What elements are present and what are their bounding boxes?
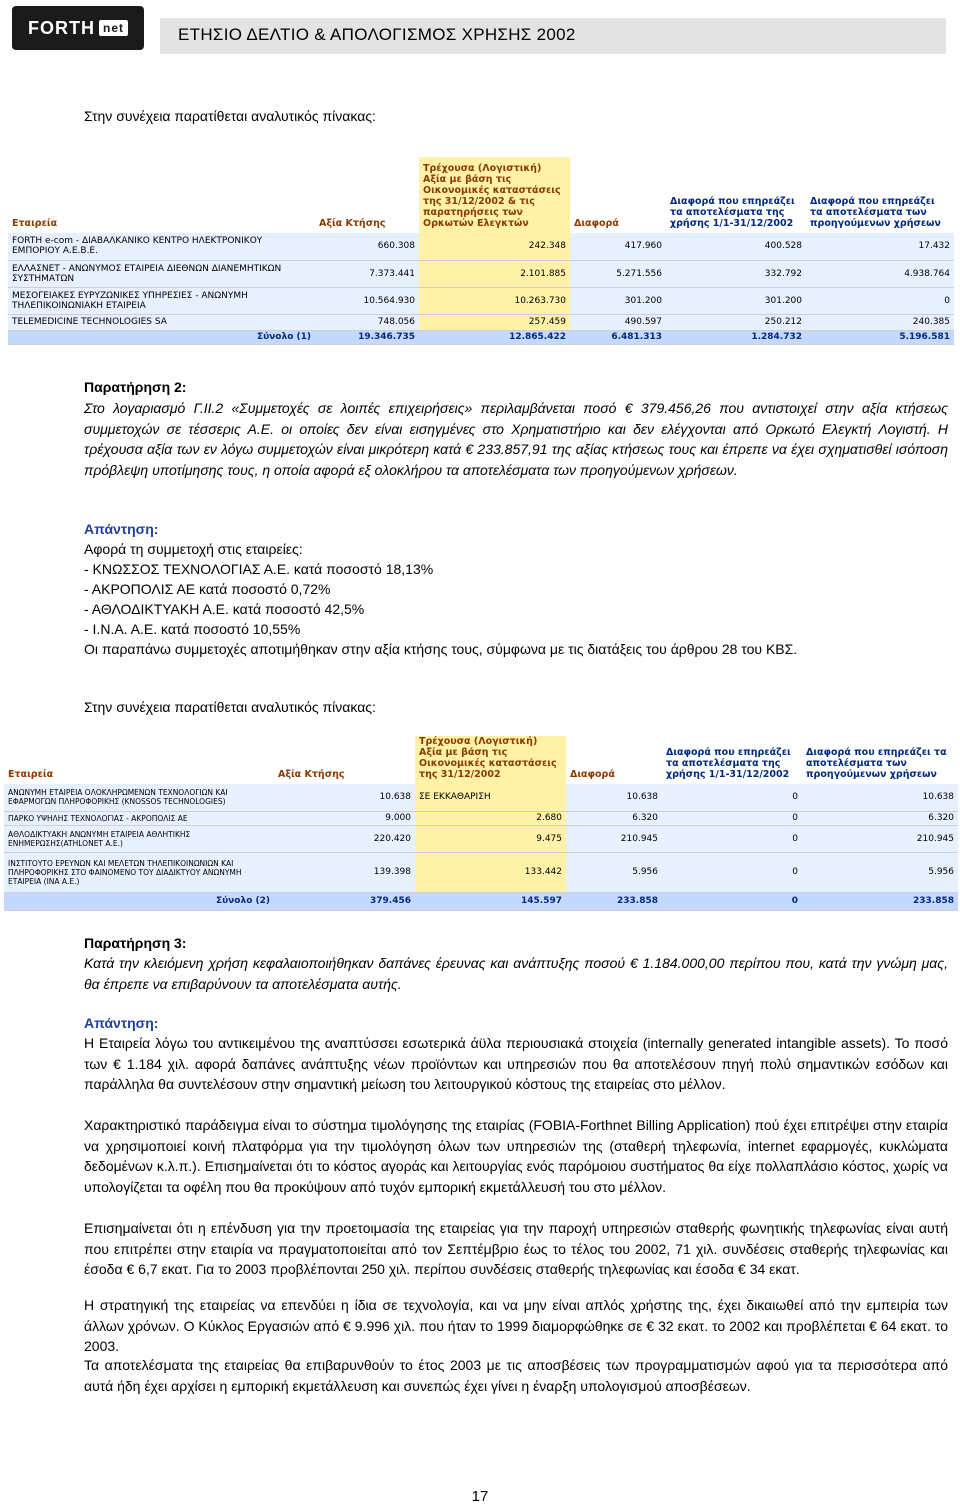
t2-r1-cost: 9.000	[274, 811, 415, 825]
t1-r2-diff-prev: 0	[806, 287, 954, 314]
t1-r2-company: ΜΕΣΟΓΕΙΑΚΕΣ ΕΥΡΥΖΩΝΙΚΕΣ ΥΠΗΡΕΣΙΕΣ - ΑΝΩΝΥΜΗ ΤΗΛΕΠΙΚΟΙΝΩΝΙΑΚΗ ΕΤΑΙΡΕΙΑ	[8, 287, 315, 314]
t2-h-diff-year: Διαφορά που επηρεάζει τα αποτελέσματα της χρήσης 1/1-31/12/2002	[662, 736, 802, 784]
table-row	[4, 811, 958, 825]
table-row	[4, 825, 958, 852]
participations-table-2	[4, 736, 958, 911]
answer-2-closing: Οι παραπάνω συμμετοχές αποτιμήθηκαν στην αξία κτήσης τους, σύμφωνα με τις διατάξεις του άρθρου 28 του ΚΒΣ.	[84, 641, 798, 657]
t1-r3-cost: 748.056	[315, 314, 419, 330]
t2-r1-company: ΠΑΡΚΟ ΥΨΗΛΗΣ ΤΕΧΝΟΛΟΓΙΑΣ - ΑΚΡΟΠΟΛΙΣ ΑΕ	[4, 811, 274, 825]
t2-r0-diff-prev: 10.638	[802, 784, 958, 811]
t2-r2-company: ΑΘΛΟΔΙΚΤΥΑΚΗ ΑΝΩΝΥΜΗ ΕΤΑΙΡΕΙΑ ΑΘΛΗΤΙΚΗΣ ΕΝΗΜΕΡΩΣΗΣ(ATHLONET Α.Ε.)	[4, 825, 274, 852]
table2-header-row	[4, 736, 958, 784]
header-title: ΕΤΗΣΙΟ ΔΕΛΤΙΟ & ΑΠΟΛΟΓΙΣΜΟΣ ΧΡΗΣΗΣ 2002	[178, 25, 576, 44]
t2-h-diff-prev: Διαφορά που επηρεάζει τα αποτελέσματα των προηγούμενων χρήσεων	[802, 736, 958, 784]
table-row	[8, 287, 954, 314]
table-row	[8, 260, 954, 287]
answer-3-title: Απάντηση:	[84, 1015, 159, 1031]
t1-total-diff: 6.481.313	[570, 330, 666, 344]
t1-r1-current: 2.101.885	[419, 260, 570, 287]
answer-3-paragraph: Η Εταιρεία λόγω του αντικειμένου της αναπτύσσει εσωτερικά άϋλα περιουσιακά στοιχεία (internally generated intangible assets). Το ποσό των € 1.184 χιλ. αφορά δαπάνες ανάπτυξης νέων προϊόντων και υπηρεσιών που θα αποτελέσουν πηγή πολύ σημαντικών εσόδων και παράλληλα θα συντελέσουν στην σημαντική μείωση του λειτουργικού κόστους της εταιρείας στο μέλλον.	[84, 1035, 948, 1092]
t1-r0-cost: 660.308	[315, 233, 419, 260]
logo-sub-text: net	[99, 20, 128, 36]
answer-2-item: - ΚΝΩΣΣΟΣ ΤΕΧΝΟΛΟΓΙΑΣ Α.Ε. κατά ποσοστό 18,13%	[84, 561, 434, 577]
t1-r3-diff-year: 250.212	[666, 314, 806, 330]
observation-2-title: Παρατήρηση 2:	[84, 379, 187, 395]
t2-h-diff: Διαφορά	[566, 736, 662, 784]
answer-2-item: - ΑΚΡΟΠΟΛΙΣ ΑΕ κατά ποσοστό 0,72%	[84, 581, 331, 597]
table1-header-row	[8, 157, 954, 233]
t2-r2-cost: 220.420	[274, 825, 415, 852]
t2-r0-diff-year: 0	[662, 784, 802, 811]
t2-r0-current: ΣΕ ΕΚΚΑΘΑΡΙΣΗ	[415, 784, 566, 811]
t1-r3-company: TELEMEDICINE TECHNOLOGIES SA	[8, 314, 315, 330]
t1-r1-diff-year: 332.792	[666, 260, 806, 287]
t1-r3-current: 257.459	[419, 314, 570, 330]
t1-r0-company: FORTH e-com - ΔΙΑΒΑΛΚΑΝΙΚΟ ΚΕΝΤΡΟ ΗΛΕΚΤΡΟΝΙΚΟΥ ΕΜΠΟΡΙΟΥ Α.Ε.Β.Ε.	[8, 233, 315, 260]
t2-r3-diff: 5.956	[566, 852, 662, 892]
t2-r2-current: 9.475	[415, 825, 566, 852]
table2-total-row	[4, 892, 958, 910]
t2-r3-cost: 139.398	[274, 852, 415, 892]
t2-r2-diff-prev: 210.945	[802, 825, 958, 852]
answer-3-paragraph: Τα αποτελέσματα της εταιρείας θα επιβαρυνθούν το έτος 2003 με τις αποσβέσεις των προγραμματισμών αφού για τα περισσότερα από αυτά ήδη έχει αρχίσει η εμπορική εκμετάλλευση και συνεπώς έχει γίνει η έναρξη υπολογισμού αποσβέσεων.	[84, 1357, 948, 1394]
t2-total-label: Σύνολο (2)	[4, 892, 274, 910]
t2-r2-diff: 210.945	[566, 825, 662, 852]
t1-r1-diff: 5.271.556	[570, 260, 666, 287]
t2-r3-diff-prev: 5.956	[802, 852, 958, 892]
table-row	[8, 233, 954, 260]
forthnet-logo	[12, 6, 144, 50]
t1-r0-diff-year: 400.528	[666, 233, 806, 260]
t1-h-current: Τρέχουσα (Λογιστική) Αξία με βάση τις Οικονομικές καταστάσεις της 31/12/2002 & τις παρατηρήσεις των Ορκωτών Ελεγκτών	[419, 157, 570, 233]
t2-r1-diff-year: 0	[662, 811, 802, 825]
t1-r2-current: 10.263.730	[419, 287, 570, 314]
table-row	[4, 784, 958, 811]
logo-main-text: FORTH	[28, 17, 95, 38]
table-row	[8, 314, 954, 330]
t1-h-company: Εταιρεία	[8, 157, 315, 233]
t1-total-cost: 19.346.735	[315, 330, 419, 344]
header-bar	[160, 18, 946, 54]
observation-3-text: Κατά την κλειόμενη χρήση κεφαλαιοποιήθηκαν δαπάνες έρευνας και ανάπτυξης ποσού € 1.184.000,00 περίπου που, κατά την γνώμη μας, θα έπρεπε να επιβαρύνουν τα αποτελέσματα αυτής.	[84, 955, 948, 992]
table-row	[4, 852, 958, 892]
t2-r3-current: 133.442	[415, 852, 566, 892]
answer-2-title: Απάντηση:	[84, 521, 159, 537]
t1-r3-diff-prev: 240.385	[806, 314, 954, 330]
participations-table-1	[8, 157, 954, 345]
intro-text-1: Στην συνέχεια παρατίθεται αναλυτικός πίνακας:	[84, 108, 376, 124]
t2-total-current: 145.597	[415, 892, 566, 910]
observation-3-title: Παρατήρηση 3:	[84, 935, 187, 951]
t2-r0-diff: 10.638	[566, 784, 662, 811]
t2-r1-diff-prev: 6.320	[802, 811, 958, 825]
table1-total-row	[8, 330, 954, 344]
intro-text-2: Στην συνέχεια παρατίθεται αναλυτικός πίνακας:	[84, 699, 376, 715]
t1-h-diff-prev: Διαφορά που επηρεάζει τα αποτελέσματα των προηγούμενων χρήσεων	[806, 157, 954, 233]
t2-h-company: Εταιρεία	[4, 736, 274, 784]
t2-r0-cost: 10.638	[274, 784, 415, 811]
t2-r1-current: 2.680	[415, 811, 566, 825]
t1-r1-diff-prev: 4.938.764	[806, 260, 954, 287]
t1-r1-company: ΕΛΛΑΣΝΕΤ - ΑΝΩΝΥΜΟΣ ΕΤΑΙΡΕΙΑ ΔΙΕΘΝΩΝ ΔΙΑΝΕΜΗΤΙΚΩΝ ΣΥΣΤΗΜΑΤΩΝ	[8, 260, 315, 287]
t1-r0-diff-prev: 17.432	[806, 233, 954, 260]
t2-h-current: Τρέχουσα (Λογιστική) Αξία με βάση τις Οικονομικές καταστάσεις της 31/12/2002	[415, 736, 566, 784]
t1-r0-current: 242.348	[419, 233, 570, 260]
t1-total-current: 12.865.422	[419, 330, 570, 344]
t1-h-diff: Διαφορά	[570, 157, 666, 233]
t1-r2-diff: 301.200	[570, 287, 666, 314]
t1-h-cost: Αξία Κτήσης	[315, 157, 419, 233]
t1-r3-diff: 490.597	[570, 314, 666, 330]
t2-r3-company: ΙΝΣΤΙΤΟΥΤΟ ΕΡΕΥΝΩΝ ΚΑΙ ΜΕΛΕΤΩΝ ΤΗΛΕΠΙΚΟΙΝΩΝΙΩΝ ΚΑΙ ΠΛΗΡΟΦΟΡΙΚΗΣ ΣΤΟ ΦΑΙΝΟΜΕΝΟ ΤΟΥ ΔΙΑΔΙΚΤΥΟΥ ΑΝΩΝΥΜΗ ΕΤΑΙΡΕΙΑ (ΙΝΑ Α.Ε.)	[4, 852, 274, 892]
t2-total-diff-prev: 233.858	[802, 892, 958, 910]
answer-2-intro: Αφορά τη συμμετοχή στις εταιρείες:	[84, 541, 303, 557]
answer-2-item: - Ι.Ν.Α. Α.Ε. κατά ποσοστό 10,55%	[84, 621, 301, 637]
answer-3-paragraph: Επισημαίνεται ότι η επένδυση για την προετοιμασία της εταιρείας για την παροχή υπηρεσιών σταθερής φωνητικής τηλεφωνίας είναι αυτή που επιτρέπει στην εταιρία να πραγματοποιείται από τον Σεπτέμβριο έως το τέλος του 2002, 71 χιλ. συνδέσεις σταθερής τηλεφωνίας και έσοδα € 6,7 εκατ. Για το 2003 προβλέπονται 250 χιλ. περίπου συνδέσεις σταθερής τηλεφωνίας και έσοδα € 34 εκατ.	[84, 1220, 948, 1277]
t2-r0-company: ΑΝΩΝΥΜΗ ΕΤΑΙΡΕΙΑ ΟΛΟΚΛΗΡΩΜΕΝΩΝ ΤΕΧΝΟΛΟΓΙΩΝ ΚΑΙ ΕΦΑΡΜΟΓΩΝ ΠΛΗΡΟΦΟΡΙΚΗΣ (KNOSSOS TECHNOLOGIES)	[4, 784, 274, 811]
t2-r3-diff-year: 0	[662, 852, 802, 892]
t1-total-diff-prev: 5.196.581	[806, 330, 954, 344]
page-number: 17	[471, 1488, 489, 1505]
observation-2-text: Στο λογαριασμό Γ.ΙΙ.2 «Συμμετοχές σε λοιπές επιχειρήσεις» περιλαμβάνεται ποσό € 379.456,26 που αντιστοιχεί στην αξία κτήσεως συμμετοχών σε τέσσερις Α.Ε. οι οποίες δεν είναι εισηγμένες στο Χρηματιστήριο και δεν ελέγχονται από Ορκωτό Ελεγκτή Λογιστή. Η τρέχουσα αξία των εν λόγω συμμετοχών είναι μικρότερη κατά € 233.857,91 της αξίας κτήσεως τους και έπρεπε να έχει σχηματισθεί ισόποση πρόβλεψη υποτίμησης τους, η οποία αφορά εξ ολοκλήρου τα αποτελέσματα των προηγούμενων χρήσεων.	[84, 400, 948, 478]
t1-r2-cost: 10.564.930	[315, 287, 419, 314]
t2-total-diff-year: 0	[662, 892, 802, 910]
t2-r2-diff-year: 0	[662, 825, 802, 852]
t2-total-cost: 379.456	[274, 892, 415, 910]
answer-3-paragraph: Χαρακτηριστικό παράδειγμα είναι το σύστημα τιμολόγησης της εταιρίας (FOBIA-Forthnet Billing Application) πού έχει επιτρέψει στην εταιρία να χρησιμοποιεί κοινή πλατφόρμα για την τιμολόγηση όλων των υπηρεσιών της (σταθερή τηλεφωνία, internet εφαρμογές, κυκλώματα δεδομένων κ.λ.π.). Επισημαίνεται ότι το κόστος αγοράς και λειτουργίας ενός παρόμοιου συστήματος θα είχε πολλαπλάσιο κόστος, χωρίς να υπολογίζεται τα οφέλη που θα προκύψουν από τυχόν εμπορική εκμετάλλευσή του στο μέλλον.	[84, 1117, 948, 1195]
answer-2-item: - ΑΘΛΟΔΙΚΤΥΑΚΗ Α.Ε. κατά ποσοστό 42,5%	[84, 601, 365, 617]
t1-total-diff-year: 1.284.732	[666, 330, 806, 344]
t1-r2-diff-year: 301.200	[666, 287, 806, 314]
page-header	[12, 6, 938, 52]
t1-r0-diff: 417.960	[570, 233, 666, 260]
t2-total-diff: 233.858	[566, 892, 662, 910]
t1-r1-cost: 7.373.441	[315, 260, 419, 287]
t2-h-cost: Αξία Κτήσης	[274, 736, 415, 784]
answer-3-paragraph: Η στρατηγική της εταιρείας να επενδύει η ίδια σε τεχνολογία, και να μην είναι απλός χρήστης της, έχει δικαιωθεί από την εμπειρία των άλλων χρόνων. Ο Κύκλος Εργασιών από € 9.996 χιλ. που ήταν το 1999 διαμορφώθηκε σε € 32 εκατ. το 2002 και προβλέπεται € 64 εκατ. το 2003.	[84, 1297, 948, 1354]
t1-total-label: Σύνολο (1)	[8, 330, 315, 344]
t1-h-diff-year: Διαφορά που επηρεάζει τα αποτελέσματα της χρήσης 1/1-31/12/2002	[666, 157, 806, 233]
t2-r1-diff: 6.320	[566, 811, 662, 825]
